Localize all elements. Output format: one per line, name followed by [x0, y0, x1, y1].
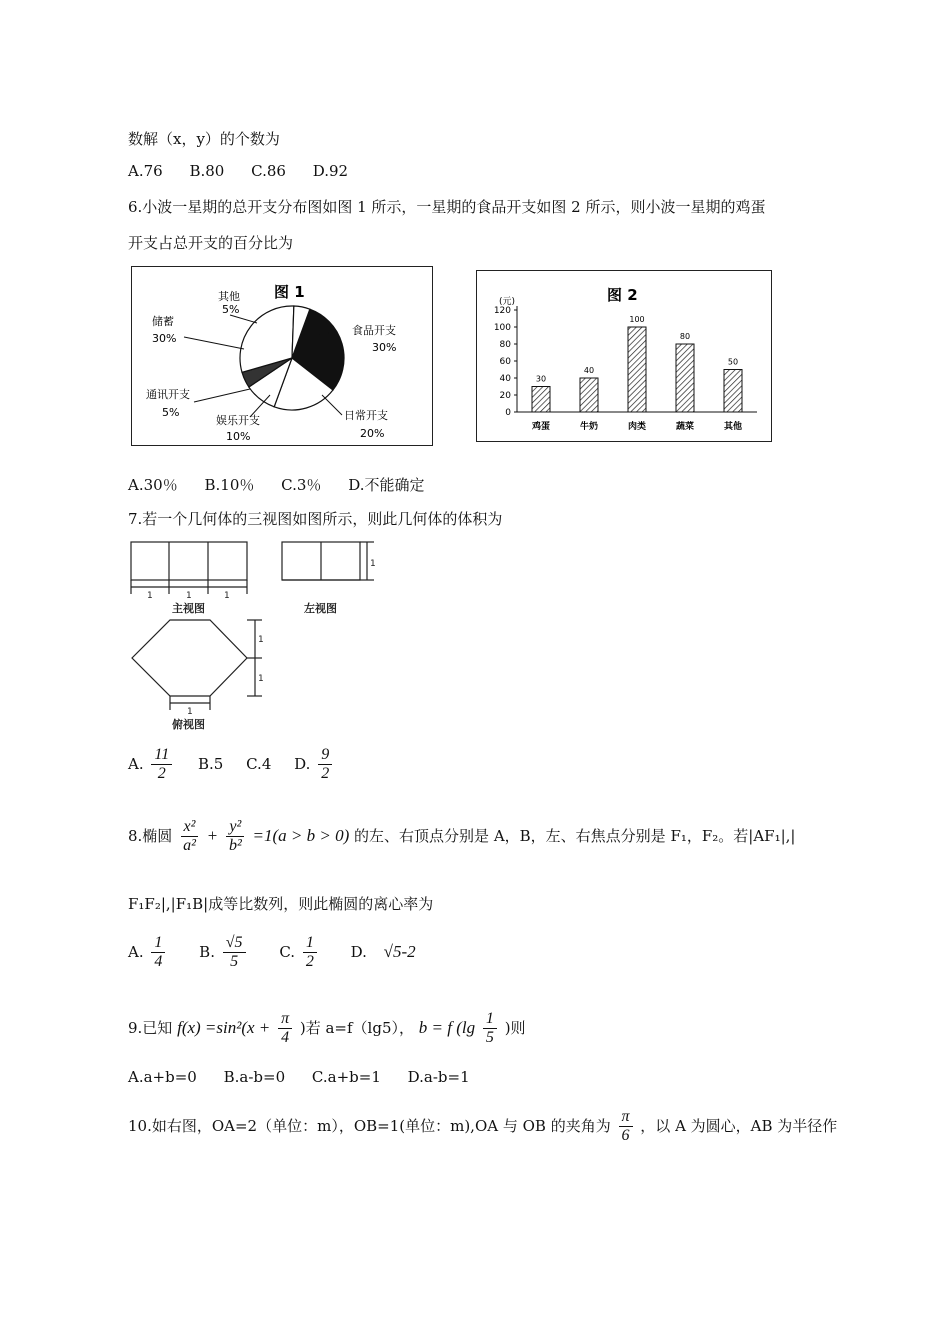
q8-c-num: 1: [303, 934, 317, 953]
top-dim-bottom: 1: [187, 707, 193, 717]
x-category-label: 肉类: [627, 422, 647, 432]
q8-stem-line2: F₁F₂|,|F₁B|成等比数列，则此椭圆的离心率为: [128, 895, 434, 913]
bar-value-label: 50: [727, 357, 739, 367]
pie-label-telecom: 通讯开支: [146, 388, 190, 401]
y-tick-label: 40: [499, 374, 511, 384]
q8-option-d: D.: [350, 942, 367, 961]
y-tick-label: 0: [505, 408, 511, 418]
bar-1: [580, 378, 598, 412]
bar-value-label: 80: [679, 332, 691, 341]
q7-option-b: B.5: [197, 754, 224, 773]
fig2-title: 图 2: [607, 286, 638, 304]
x-category-label: 牛奶: [579, 422, 599, 432]
bar-value-label: 40: [583, 366, 595, 375]
q9-options: [128, 1068, 492, 1086]
q9-option-d: D.a-b=1: [407, 1068, 470, 1086]
q8-x2: x²: [181, 818, 199, 837]
fig2-y-unit: (元): [499, 297, 516, 307]
front-view-label: 主视图: [172, 602, 205, 615]
pie-label-entertain: 娱乐开支: [216, 414, 260, 427]
q8-y2: y²: [226, 818, 244, 837]
q6-option-c: C.3％: [281, 476, 322, 494]
figure-1-pie: [131, 266, 433, 446]
q8-option-a: A.: [128, 942, 144, 961]
q10-six: 6: [621, 1127, 630, 1145]
q8-d-value: √5-2: [383, 941, 416, 961]
front-dim-2: 1: [186, 591, 192, 601]
q7-options: [128, 746, 335, 784]
q8-prefix: 8.椭圆: [128, 826, 173, 845]
bar-value-label: 100: [629, 315, 645, 324]
q6-option-d: D.不能确定: [348, 476, 425, 494]
x-category-label: 其他: [723, 422, 743, 432]
q6-stem-line1: 6.小波一星期的总开支分布图如图 1 所示，一星期的食品开支如图 2 所示，则小波一星期的鸡蛋: [128, 198, 766, 216]
q6-option-b: B.10％: [204, 476, 255, 494]
q8-a2: a²: [183, 837, 196, 855]
q10-pi: π: [619, 1108, 633, 1127]
q5-option-c: C.86: [251, 162, 286, 180]
q9-one: 1: [483, 1010, 497, 1029]
q5-stem-tail: 数解（x，y）的个数为: [128, 130, 280, 148]
front-dim-1: 1: [147, 591, 153, 601]
q8-b-den: 5: [230, 953, 239, 971]
q8-b-num: √5: [223, 934, 246, 953]
front-dim-3: 1: [224, 591, 230, 601]
q9-mid: )若 a=f（lg5），: [299, 1018, 414, 1037]
three-view-figure: [120, 536, 390, 736]
q7-a-num: 11: [151, 746, 172, 765]
q5-options: [128, 162, 370, 180]
q9-func: f(x) =sin²(x +: [177, 1017, 271, 1037]
q8-c-frac: [303, 934, 317, 972]
pie-pct-entertain: 10%: [226, 430, 251, 443]
q6-option-a: A.30％: [128, 476, 178, 494]
fig1-title: 图 1: [274, 283, 305, 301]
q8-option-c: C.: [279, 942, 296, 961]
x-category-label: 蔬菜: [675, 422, 695, 432]
top-view-label: 俯视图: [172, 718, 205, 731]
q10-part1: 10.如右图，OA=2（单位：m），OB=1(单位：m),OA 与 OB 的夹角为: [128, 1116, 611, 1135]
q5-option-b: B.80: [189, 162, 225, 180]
top-dim-upper: 1: [258, 635, 264, 645]
q9-option-a: A.a+b=0: [128, 1068, 197, 1086]
q8-c-den: 2: [305, 953, 314, 971]
q8-a-den: 4: [154, 953, 163, 971]
q9-prefix: 9.已知: [128, 1018, 173, 1037]
q8-options: [128, 934, 416, 972]
q10-part2: ，以 A 为圆心，AB 为半径作: [640, 1116, 838, 1135]
pie-pct-telecom: 5%: [162, 406, 180, 419]
q7-option-a-prefix: A.: [128, 754, 144, 773]
pie-pct-daily: 20%: [360, 427, 385, 440]
q6-stem-line2: 开支占总开支的百分比为: [128, 234, 294, 252]
q9-four: 4: [281, 1029, 290, 1047]
figure-2-bar-chart: [476, 270, 772, 442]
top-dim-lower: 1: [258, 674, 264, 684]
q9-one-fifth: [483, 1010, 497, 1048]
q9-stem: [128, 1010, 526, 1048]
q10-pi6-frac: [619, 1108, 633, 1146]
q7-stem: 7.若一个几何体的三视图如图所示，则此几何体的体积为: [128, 510, 503, 528]
q8-stem-line1: 8.椭圆 $\frac{\text{x²}}{\text{a²}}$ + $\frac{\text{y²}}{\text{b²}}$ =1(a > b > 0) 的左、右顶点分别是 A，B，左、右焦点分别是 F₁，F₂。若|AF₁|,|: [128, 818, 796, 855]
q8-a-num: 1: [151, 934, 165, 953]
bar-2: [628, 327, 646, 412]
bar-value-label: 30: [535, 374, 547, 384]
q8-a-frac: [151, 934, 165, 972]
y-tick-label: 20: [499, 391, 511, 401]
q8-b2: b²: [228, 837, 242, 855]
q6-options: [128, 474, 446, 495]
q8-option-b: B.: [199, 942, 215, 961]
y-tick-label: 100: [493, 323, 511, 333]
pie-pct-savings: 30%: [152, 332, 177, 345]
pie-label-savings: 储蓄: [152, 315, 174, 328]
q7-option-d-fraction: [318, 746, 332, 784]
left-view-label: 左视图: [304, 602, 337, 615]
q8-eq-tail: =1(a > b > 0): [252, 825, 350, 845]
q8-x-frac: [180, 818, 199, 856]
q7-option-a-fraction: [151, 746, 172, 784]
q8-mid: 的左、右顶点分别是 A，B，左、右焦点分别是 F₁，F₂。若|AF₁|,|: [354, 826, 796, 845]
q9-option-c: C.a+b=1: [311, 1068, 381, 1086]
q8-b-frac: [223, 934, 246, 972]
pie-pct-other: 5%: [222, 303, 240, 316]
q9-five: 5: [485, 1029, 494, 1047]
q7-option-c: C.4: [246, 754, 272, 773]
bar-0: [532, 387, 550, 413]
front-view-rect: [131, 542, 247, 580]
q9-suffix: )则: [504, 1018, 526, 1037]
pie-label-food: 食品开支: [352, 324, 396, 337]
q10-stem: [128, 1108, 837, 1146]
y-tick-label: 60: [499, 357, 511, 367]
q5-option-a: A.76: [128, 162, 163, 180]
q8-y-frac: [226, 818, 245, 856]
q9-option-b: B.a-b=0: [223, 1068, 286, 1086]
bar-4: [724, 370, 742, 413]
left-dim: 1: [370, 559, 376, 569]
q9-pi4-frac: [278, 1010, 292, 1048]
pie-slices: [240, 306, 344, 410]
pie-label-other: 其他: [218, 290, 240, 303]
q7-d-num: 9: [318, 746, 332, 765]
pie-svg: [132, 267, 432, 445]
pie-pct-food: 30%: [372, 341, 397, 354]
q5-option-d: D.92: [312, 162, 349, 180]
top-view-hexagon: [132, 620, 247, 696]
q9-pi: π: [278, 1010, 292, 1029]
bar-3: [676, 344, 694, 412]
pie-label-daily: 日常开支: [344, 409, 388, 422]
x-category-label: 鸡蛋: [531, 422, 551, 432]
y-tick-label: 120: [493, 306, 511, 316]
bar-chart-svg: [477, 271, 771, 441]
q7-a-den: 2: [157, 765, 166, 783]
y-tick-label: 80: [499, 340, 511, 350]
q7-d-den: 2: [321, 765, 330, 783]
q7-option-d-prefix: D.: [294, 754, 311, 773]
q9-b-part: b = f (lg: [418, 1017, 476, 1037]
